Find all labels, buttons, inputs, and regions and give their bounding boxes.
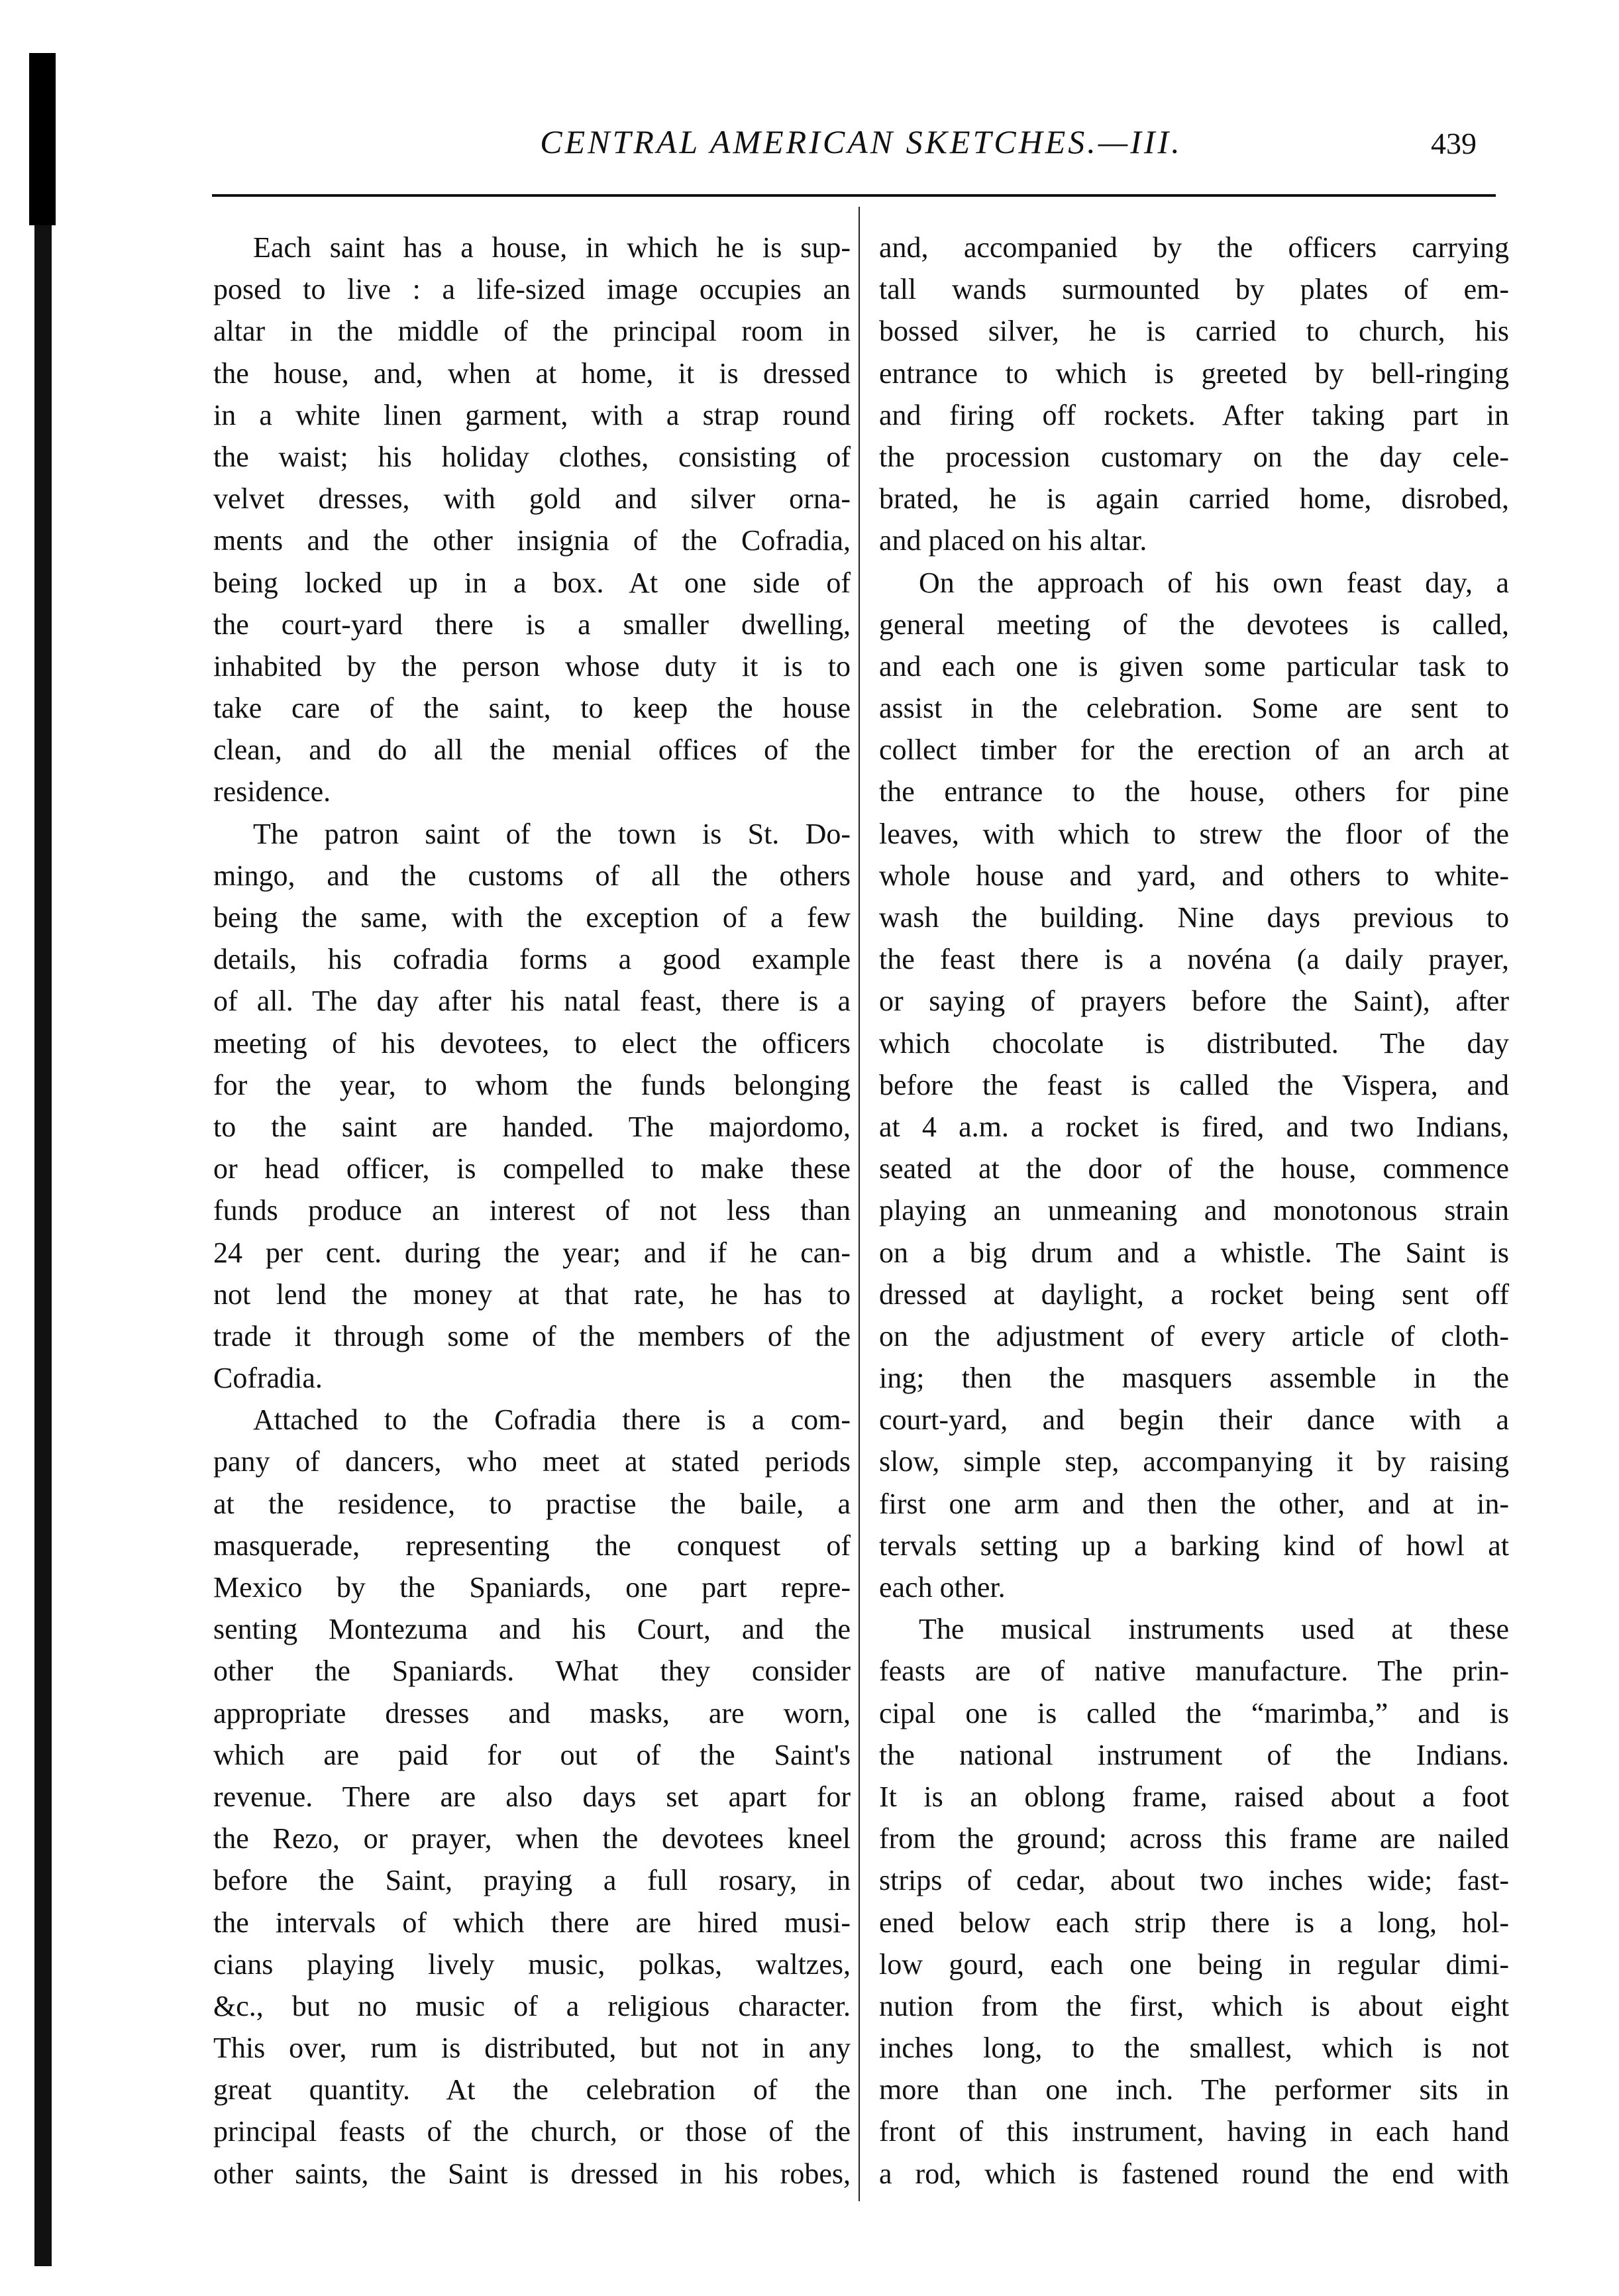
- text-line: masquerade, representing the conquest of: [213, 1529, 851, 1562]
- text-line: funds produce an interest of not less than: [213, 1194, 851, 1227]
- text-line: not lend the money at that rate, he has to: [213, 1278, 851, 1311]
- text-line: court-yard, and begin their dance with a: [879, 1403, 1509, 1437]
- text-line: before the feast is called the Vispera, and: [879, 1068, 1509, 1101]
- text-line: the court-yard there is a smaller dwelling,: [213, 608, 851, 641]
- text-line: and firing off rockets. After taking part in: [879, 398, 1509, 431]
- text-line: the entrance to the house, others for pine: [879, 775, 1509, 808]
- text-line: ing; then the masquers assemble in the: [879, 1362, 1509, 1395]
- text-line: inches long, to the smallest, which is not: [879, 2032, 1509, 2065]
- text-line: This over, rum is distributed, but not in any: [213, 2032, 851, 2065]
- text-line: being the same, with the exception of a few: [213, 901, 851, 934]
- text-line: entrance to which is greeted by bell-ringing: [879, 356, 1509, 390]
- text-line: brated, he is again carried home, disrobed,: [879, 482, 1509, 516]
- text-line: first one arm and then the other, and at in-: [879, 1487, 1509, 1520]
- text-line: posed to live : a life-sized image occupies an: [213, 273, 851, 306]
- column-divider: [859, 207, 860, 2201]
- text-line: tall wands surmounted by plates of em-: [879, 273, 1509, 306]
- text-line: a rod, which is fastened round the end with: [879, 2157, 1509, 2190]
- text-line: clean, and do all the menial offices of the: [213, 734, 851, 767]
- text-line: being locked up in a box. At one side of: [213, 566, 851, 599]
- text-line: It is an oblong frame, raised about a foot: [879, 1780, 1509, 1813]
- text-line: Cofradia.: [213, 1362, 323, 1395]
- paragraph: [879, 227, 1509, 562]
- text-line: low gourd, each one being in regular dimi-: [879, 1947, 1509, 1981]
- text-line: senting Montezuma and his Court, and the: [213, 1613, 851, 1646]
- text-line: the national instrument of the Indians.: [879, 1738, 1509, 1771]
- text-line: details, his cofradia forms a good example: [213, 943, 851, 976]
- text-line: Attached to the Cofradia there is a com-: [253, 1403, 851, 1437]
- text-line: nution from the first, which is about eight: [879, 1989, 1509, 2022]
- text-line: take care of the saint, to keep the house: [213, 692, 851, 725]
- text-line: principal feasts of the church, or those of the: [213, 2115, 851, 2148]
- text-line: strips of cedar, about two inches wide; fast-: [879, 1864, 1509, 1897]
- text-line: before the Saint, praying a full rosary, in: [213, 1864, 851, 1897]
- page-number: 439: [1431, 127, 1477, 160]
- text-line: other the Spaniards. What they consider: [213, 1655, 851, 1688]
- text-line: the Rezo, or prayer, when the devotees kneel: [213, 1822, 851, 1855]
- text-line: or saying of prayers before the Saint), after: [879, 985, 1509, 1018]
- text-line: great quantity. At the celebration of the: [213, 2073, 851, 2106]
- text-line: inhabited by the person whose duty it is to: [213, 649, 851, 683]
- text-line: On the approach of his own feast day, a: [919, 566, 1509, 599]
- text-line: at 4 a.m. a rocket is fired, and two Indians,: [879, 1110, 1509, 1143]
- text-line: on the adjustment of every article of cloth-: [879, 1319, 1509, 1352]
- text-line: the feast there is a novéna (a daily prayer,: [879, 943, 1509, 976]
- text-line: and placed on his altar.: [879, 524, 1147, 557]
- text-line: trade it through some of the members of the: [213, 1319, 851, 1352]
- text-line: the procession customary on the day cele-: [879, 440, 1509, 473]
- text-line: velvet dresses, with gold and silver orna-: [213, 482, 851, 516]
- text-line: more than one inch. The performer sits in: [879, 2073, 1509, 2106]
- text-line: wash the building. Nine days previous to: [879, 901, 1509, 934]
- scan-binding-edge-top: [29, 53, 56, 225]
- text-line: which are paid for out of the Saint's: [213, 1738, 851, 1771]
- text-line: which chocolate is distributed. The day: [879, 1026, 1509, 1060]
- text-line: pany of dancers, who meet at stated periods: [213, 1445, 851, 1478]
- text-line: of all. The day after his natal feast, there is a: [213, 985, 851, 1018]
- text-line: each other.: [879, 1571, 1006, 1604]
- text-line: from the ground; across this frame are nailed: [879, 1822, 1509, 1855]
- paragraph: [213, 1399, 851, 2195]
- text-line: bossed silver, he is carried to church, his: [879, 315, 1509, 348]
- text-line: in a white linen garment, with a strap round: [213, 398, 851, 431]
- paragraph: [213, 227, 851, 813]
- text-line: The musical instruments used at these: [919, 1613, 1509, 1646]
- text-line: residence.: [213, 775, 331, 808]
- text-line: the waist; his holiday clothes, consisting of: [213, 440, 851, 473]
- text-line: revenue. There are also days set apart for: [213, 1780, 851, 1813]
- text-line: playing an unmeaning and monotonous strain: [879, 1194, 1509, 1227]
- text-line: collect timber for the erection of an arch at: [879, 734, 1509, 767]
- text-line: to the saint are handed. The majordomo,: [213, 1110, 851, 1143]
- text-line: other saints, the Saint is dressed in his robes,: [213, 2157, 851, 2190]
- running-header-title: CENTRAL AMERICAN SKETCHES.—III.: [540, 123, 1182, 160]
- text-line: mingo, and the customs of all the others: [213, 859, 851, 892]
- text-line: seated at the door of the house, commence: [879, 1152, 1509, 1185]
- text-line: appropriate dresses and masks, are worn,: [213, 1696, 851, 1729]
- text-line: the house, and, when at home, it is dressed: [213, 356, 851, 390]
- text-line: for the year, to whom the funds belonging: [213, 1068, 851, 1101]
- paragraph: [213, 813, 851, 1399]
- text-line: the intervals of which there are hired musi-: [213, 1906, 851, 1939]
- text-line: at the residence, to practise the baile, a: [213, 1487, 851, 1520]
- text-line: and each one is given some particular task to: [879, 649, 1509, 683]
- text-line: and, accompanied by the officers carrying: [879, 231, 1509, 264]
- paragraph: [879, 562, 1509, 1609]
- left-column: [213, 227, 851, 2195]
- paragraph: [879, 1608, 1509, 2195]
- text-line: &c., but no music of a religious character.: [213, 1989, 851, 2022]
- header-rule: [212, 194, 1496, 197]
- text-line: Each saint has a house, in which he is sup-: [253, 231, 851, 264]
- text-line: feasts are of native manufacture. The prin-: [879, 1655, 1509, 1688]
- text-line: or head officer, is compelled to make these: [213, 1152, 851, 1185]
- text-line: Mexico by the Spaniards, one part repre-: [213, 1571, 851, 1604]
- text-line: slow, simple step, accompanying it by raising: [879, 1445, 1509, 1478]
- text-line: leaves, with which to strew the floor of the: [879, 817, 1509, 850]
- text-line: The patron saint of the town is St. Do-: [253, 817, 851, 850]
- scan-binding-edge: [34, 53, 52, 2266]
- text-line: general meeting of the devotees is called,: [879, 608, 1509, 641]
- text-line: assist in the celebration. Some are sent to: [879, 692, 1509, 725]
- text-line: 24 per cent. during the year; and if he can-: [213, 1236, 851, 1269]
- text-line: cipal one is called the “marimba,” and is: [879, 1696, 1509, 1729]
- right-column: [879, 227, 1509, 2195]
- text-line: front of this instrument, having in each hand: [879, 2115, 1509, 2148]
- text-line: dressed at daylight, a rocket being sent off: [879, 1278, 1509, 1311]
- text-line: whole house and yard, and others to white-: [879, 859, 1509, 892]
- text-line: altar in the middle of the principal room in: [213, 315, 851, 348]
- text-line: cians playing lively music, polkas, waltzes,: [213, 1947, 851, 1981]
- text-line: ments and the other insignia of the Cofradia,: [213, 524, 851, 557]
- text-line: ened below each strip there is a long, hol-: [879, 1906, 1509, 1939]
- text-line: on a big drum and a whistle. The Saint is: [879, 1236, 1509, 1269]
- text-line: meeting of his devotees, to elect the officers: [213, 1026, 851, 1060]
- text-line: tervals setting up a barking kind of howl at: [879, 1529, 1509, 1562]
